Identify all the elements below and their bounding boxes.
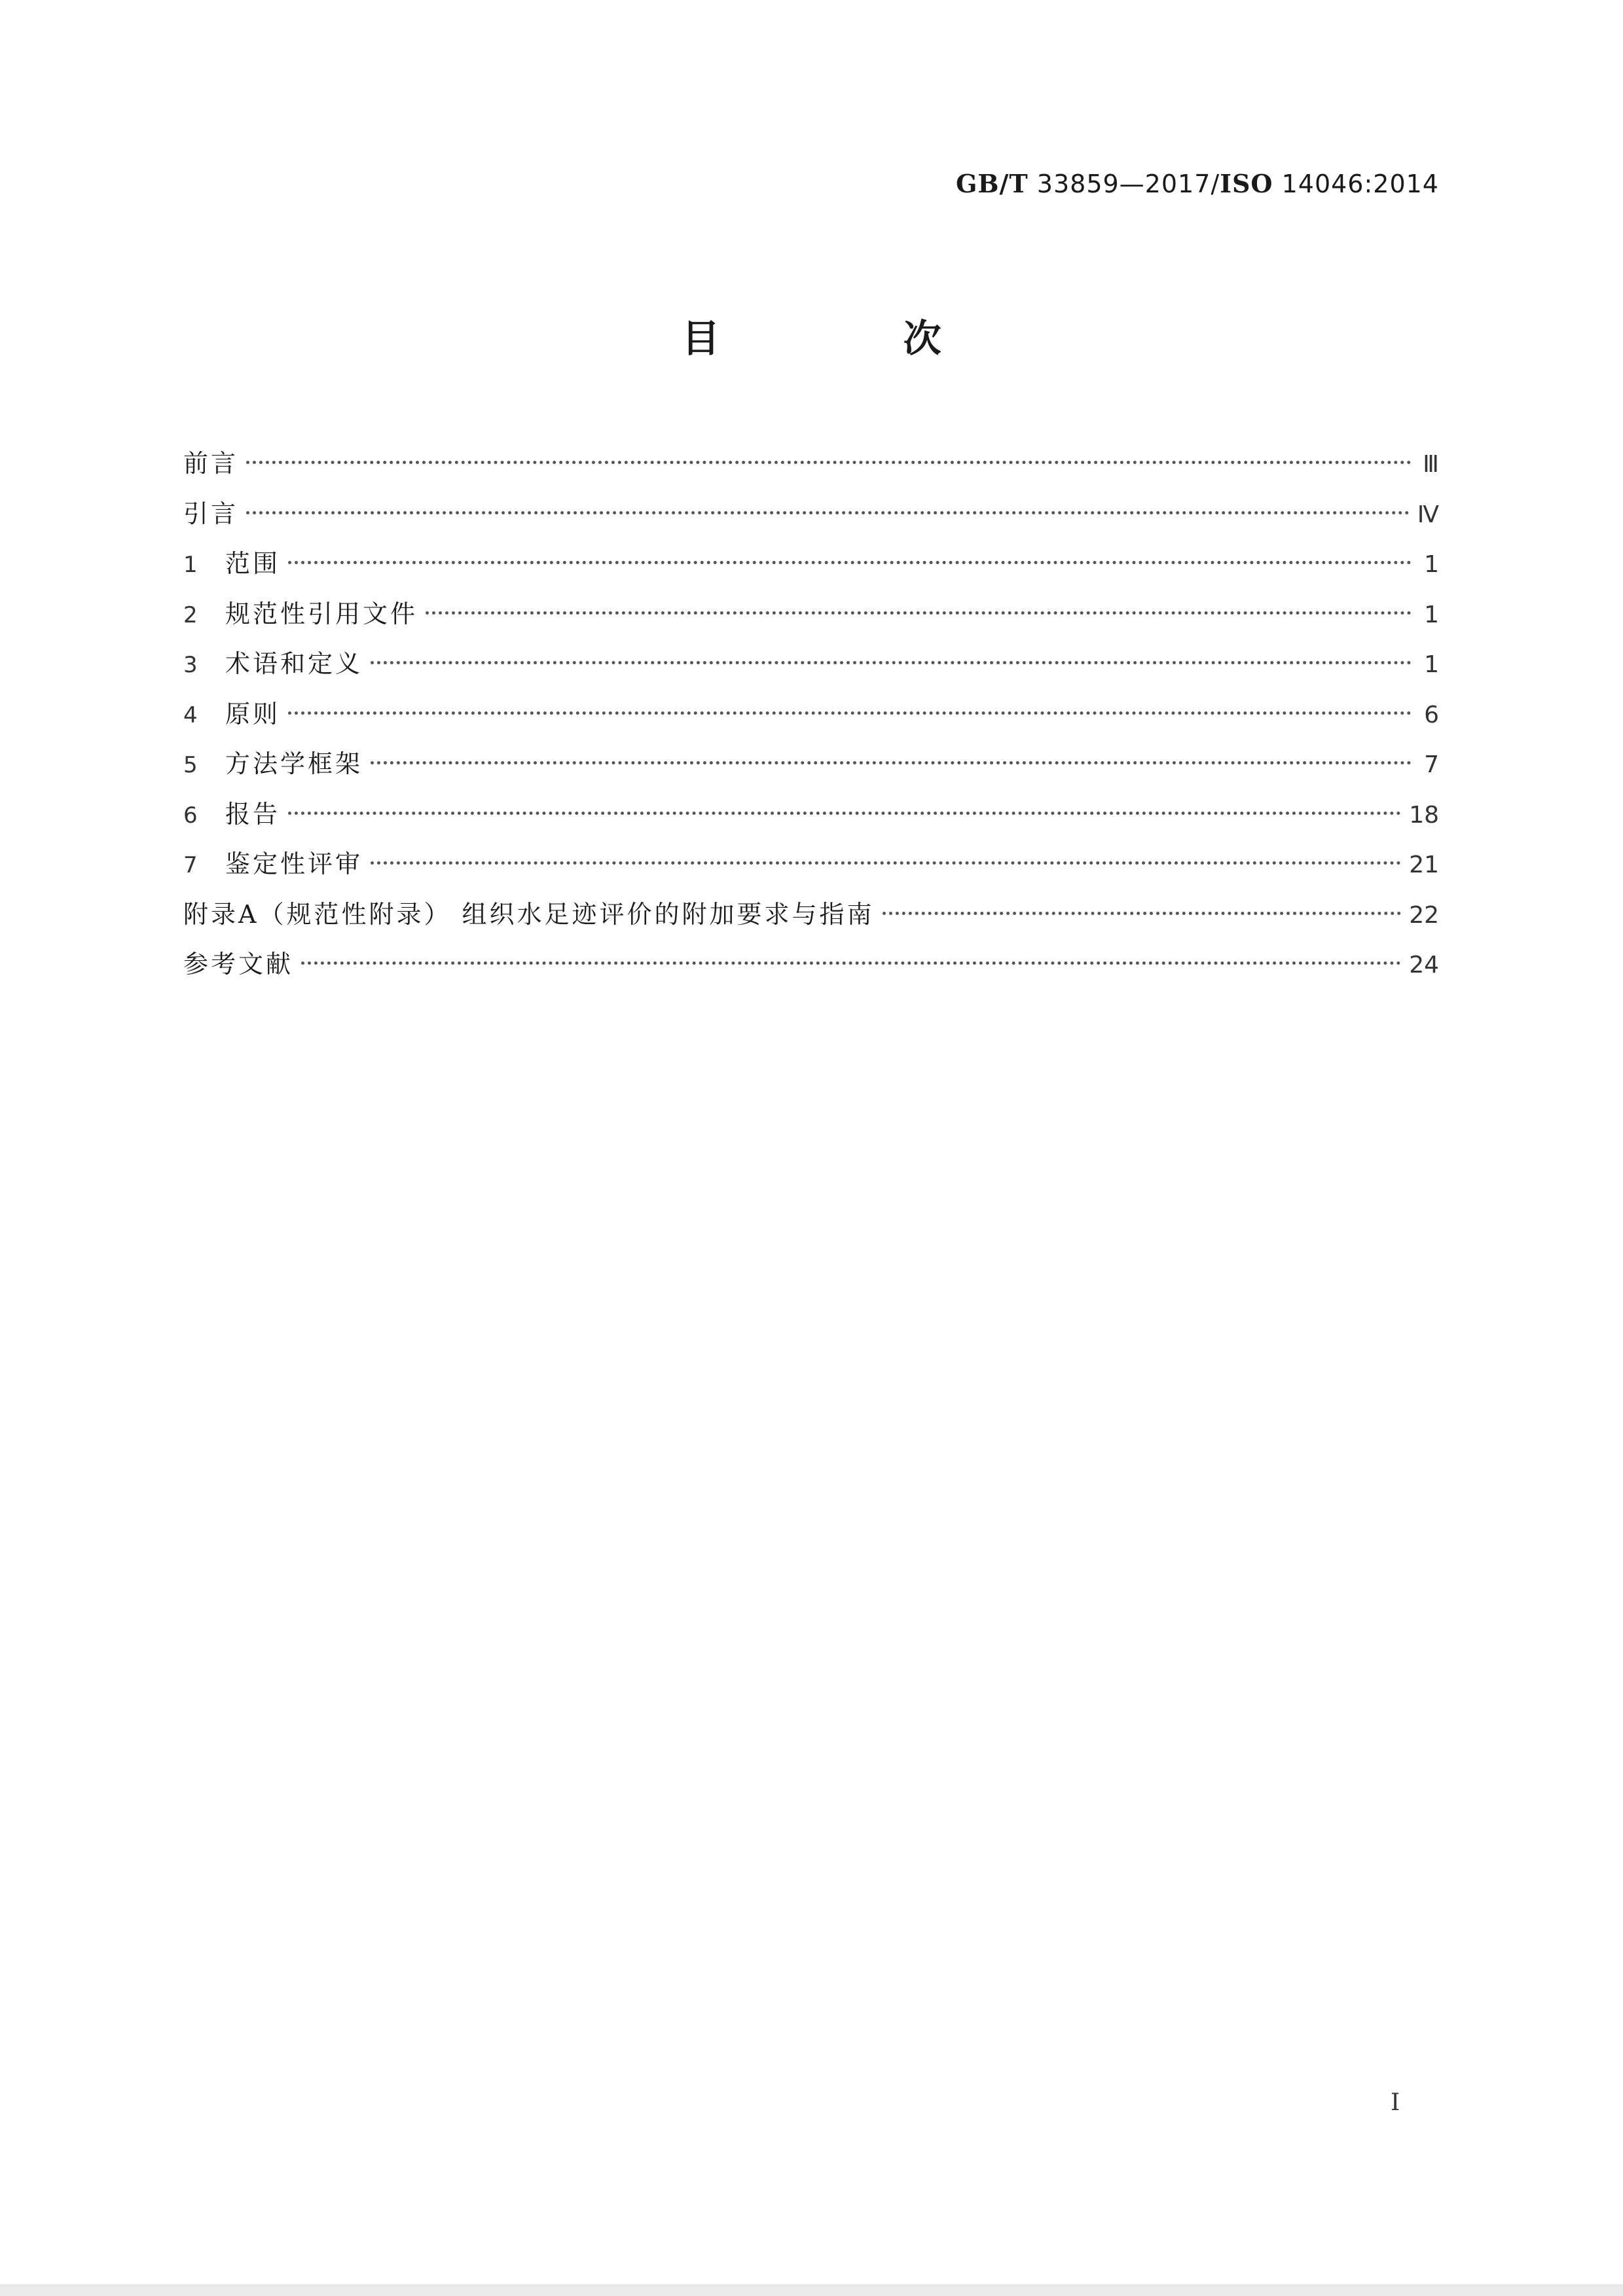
dot-leader (301, 961, 1401, 965)
toc-entry-normative-references[interactable] (183, 594, 1439, 645)
toc-entry-foreword[interactable] (183, 444, 1439, 494)
dot-leader (883, 912, 1402, 915)
iso-prefix: ISO (1220, 169, 1273, 198)
toc-entry-introduction[interactable] (183, 494, 1439, 545)
dot-leader (371, 661, 1412, 664)
standard-number-header (956, 169, 1439, 198)
table-of-contents (183, 444, 1439, 995)
toc-entry-label: 附录A（规范性附录） 组织水足迹评价的附加要求与指南 (183, 899, 875, 929)
toc-entry-page: 22 (1409, 901, 1439, 929)
dot-leader (246, 461, 1412, 464)
toc-entry-number: 7 (183, 852, 198, 878)
toc-entry-page: 1 (1424, 551, 1439, 578)
iso-number: 14046:2014 (1273, 170, 1439, 198)
dot-leader (246, 511, 1410, 514)
dot-leader (371, 761, 1412, 764)
toc-entry-annex-a[interactable] (183, 895, 1439, 945)
dot-leader (426, 611, 1412, 615)
toc-entry-number: 2 (183, 601, 198, 628)
toc-entry-label: 范围 (225, 549, 281, 578)
toc-entry-number: 5 (183, 752, 198, 778)
toc-entry-terms-and-definitions[interactable] (183, 644, 1439, 694)
toc-entry-bibliography[interactable] (183, 944, 1439, 995)
standard-number: 33859—2017/ (1028, 170, 1220, 198)
toc-entry-label: 引言 (183, 499, 239, 528)
toc-entry-page: 1 (1424, 651, 1439, 678)
toc-entry-label: 报告 (225, 799, 281, 829)
toc-entry-label: 原则 (225, 699, 281, 728)
toc-entry-number: 4 (183, 702, 198, 728)
toc-entry-number: 6 (183, 802, 198, 829)
dot-leader (371, 861, 1401, 865)
toc-entry-page: 1 (1424, 601, 1439, 628)
toc-entry-page: 21 (1409, 852, 1439, 878)
toc-entry-label: 方法学框架 (225, 749, 363, 778)
toc-entry-label: 前言 (183, 449, 239, 478)
toc-entry-page: 24 (1409, 952, 1439, 978)
toc-entry-label: 规范性引用文件 (225, 599, 418, 628)
toc-entry-label: 参考文献 (183, 950, 294, 978)
toc-entry-label: 鉴定性评审 (225, 850, 363, 878)
toc-entry-number: 1 (183, 552, 198, 578)
dot-leader (288, 561, 1412, 564)
toc-entry-methodological-framework[interactable] (183, 744, 1439, 795)
toc-entry-page: 6 (1424, 701, 1439, 728)
toc-entry-page: 7 (1424, 751, 1439, 778)
toc-entry-page: 18 (1409, 801, 1439, 829)
dot-leader (288, 711, 1412, 715)
toc-entry-principles[interactable] (183, 694, 1439, 745)
toc-entry-scope[interactable] (183, 544, 1439, 594)
toc-entry-page: Ⅲ (1423, 451, 1439, 478)
standard-prefix: GB/T (955, 169, 1029, 198)
toc-entry-reporting[interactable] (183, 795, 1439, 845)
toc-title: 目 次 (682, 316, 1027, 361)
page-number: Ⅰ (1391, 2089, 1400, 2116)
toc-entry-label: 术语和定义 (225, 649, 363, 678)
toc-entry-number: 3 (183, 652, 198, 678)
page-bottom-divider (0, 2284, 1623, 2296)
toc-entry-page: Ⅳ (1417, 501, 1439, 528)
toc-entry-critical-review[interactable] (183, 844, 1439, 895)
dot-leader (288, 812, 1401, 815)
